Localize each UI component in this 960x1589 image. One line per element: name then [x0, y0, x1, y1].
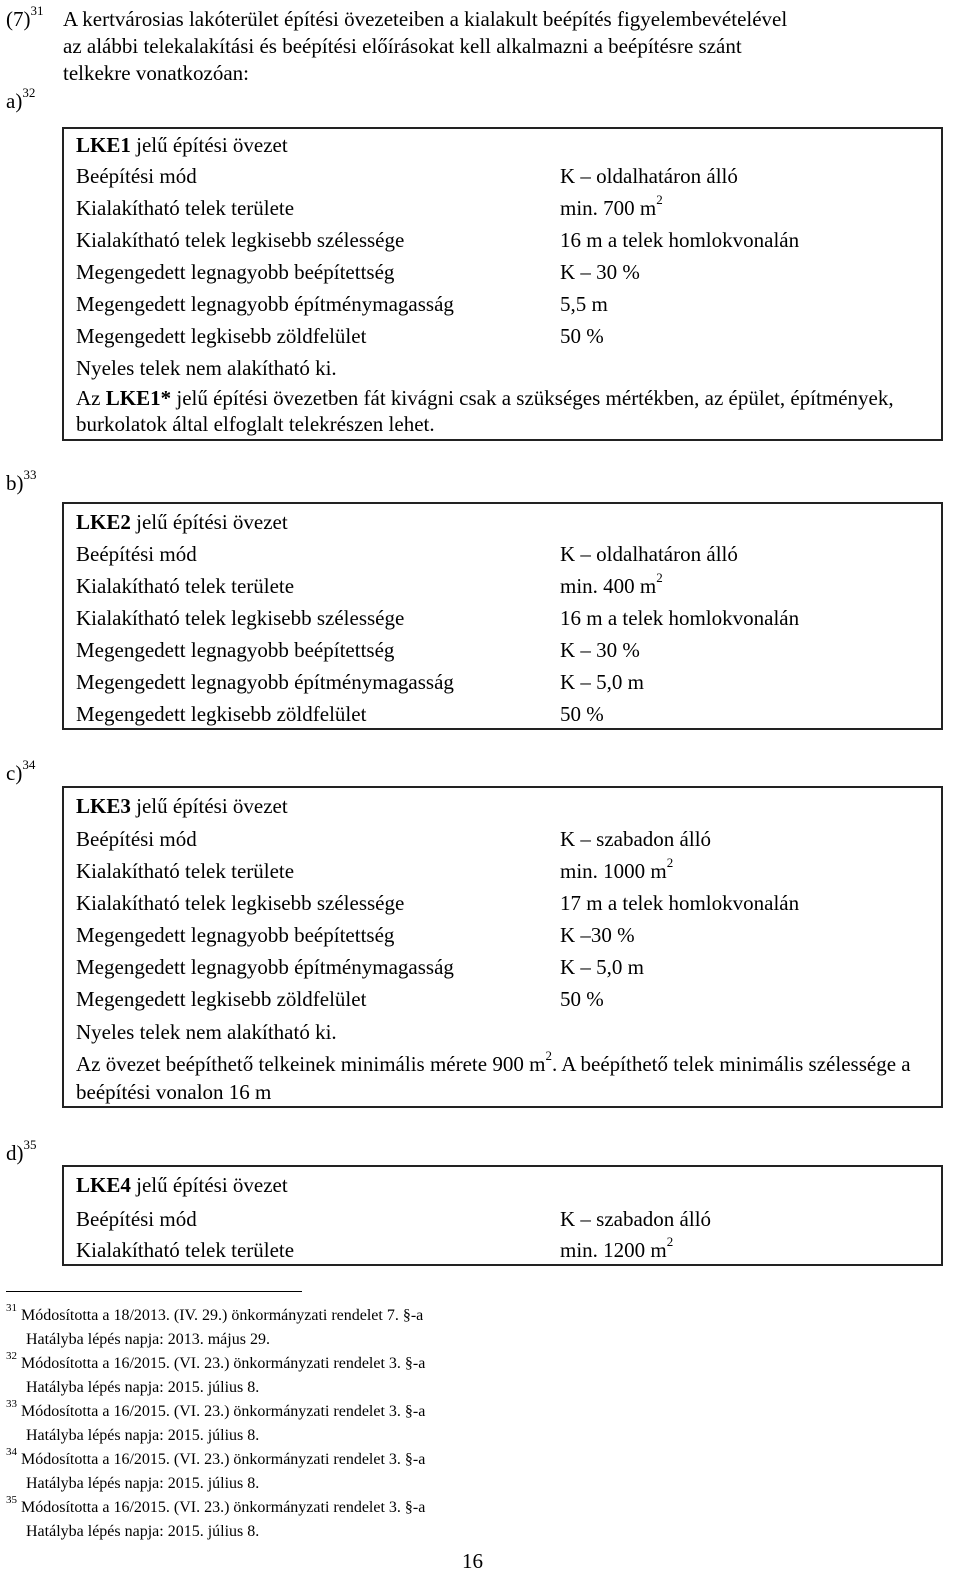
zone-title: LKE3 jelű építési övezet: [76, 794, 288, 818]
table-row: Megengedett legnagyobb beépítettség K – 30 %: [76, 638, 640, 662]
footnote-date: Hatályba lépés napja: 2015. július 8.: [26, 1379, 260, 1396]
intro-line-3: telkekre vonatkozóan:: [63, 61, 250, 85]
section-marker-c: c)$^{34}$: [6, 757, 36, 785]
section-marker-b: b)$^{33}$: [6, 467, 37, 495]
footnote: $^{32}$ Módosította a 16/2015. (VI. 23.) önkormányzati rendelet 3. §-a: [6, 1349, 426, 1372]
page-number: 16: [462, 1549, 483, 1573]
table-row: Megengedett legkisebb zöldfelület 50 %: [76, 324, 604, 348]
zone-title: LKE1 jelű építési övezet: [76, 133, 288, 157]
zone-table-lke1: [62, 127, 943, 441]
note-paragraph: Az övezet beépíthető telkeinek minimális mérete 900 $m^2$. A beépíthető telek minimális szélessége a beépítési vonalon 16 m: [76, 1048, 911, 1104]
footnote: $^{33}$ Módosította a 16/2015. (VI. 23.) önkormányzati rendelet 3. §-a: [6, 1397, 426, 1420]
table-row: Megengedett legnagyobb beépítettség K –30 %: [76, 923, 635, 947]
footnote: $^{31}$ Módosította a 18/2013. (IV. 29.) önkormányzati rendelet 7. §-a: [6, 1301, 424, 1324]
table-row: Kialakítható telek területe min. 1200 $m^2$: [76, 1234, 674, 1262]
footnote-date: Hatályba lépés napja: 2015. július 8.: [26, 1523, 260, 1540]
table-row: Beépítési mód K – oldalhatáron álló: [76, 542, 738, 566]
table-row: Megengedett legnagyobb építménymagasság 5,5 m: [76, 292, 608, 316]
footnote-date: Hatályba lépés napja: 2015. július 8.: [26, 1427, 260, 1444]
table-row: Megengedett legnagyobb építménymagasság K – 5,0 m: [76, 670, 644, 694]
table-row: Megengedett legkisebb zöldfelület 50 %: [76, 987, 604, 1011]
table-row: Kialakítható telek területe min. 400 $m^2$: [76, 570, 663, 598]
table-row: Kialakítható telek legkisebb szélessége 16 m a telek homlokvonalán: [76, 228, 800, 252]
section-marker-d: d)$^{35}$: [6, 1137, 37, 1165]
footnote-separator: [6, 1291, 302, 1292]
zone-table-lke2: [62, 502, 943, 730]
footnote-date: Hatályba lépés napja: 2015. július 8.: [26, 1475, 260, 1492]
intro-line-2: az alábbi telekalakítási és beépítési előírásokat kell alkalmazni a beépítésre szánt: [63, 34, 742, 58]
note-paragraph: Az LKE1* jelű építési övezetben fát kivágni csak a szükséges mértékben, az épület, építmények, burkolatok által elfoglalt telekrészen lehet.: [76, 386, 894, 436]
zone-title: LKE4 jelű építési övezet: [76, 1173, 288, 1197]
table-row: Beépítési mód K – oldalhatáron álló: [76, 164, 738, 188]
table-row: Beépítési mód K – szabadon álló: [76, 827, 712, 851]
section-marker-a: a)$^{32}$: [6, 85, 36, 113]
footnote: $^{34}$ Módosította a 16/2015. (VI. 23.) önkormányzati rendelet 3. §-a: [6, 1445, 426, 1468]
intro-line-1: A kertvárosias lakóterület építési övezeteiben a kialakult beépítés figyelembevételével: [63, 7, 788, 31]
table-row: Kialakítható telek területe min. 1000 $m^2$: [76, 855, 674, 883]
zone-table-lke3: [62, 786, 943, 1108]
zone-table-lke4: [62, 1165, 943, 1266]
footnote: $^{35}$ Módosította a 16/2015. (VI. 23.) önkormányzati rendelet 3. §-a: [6, 1493, 426, 1516]
paragraph-number: $(7)^{31}$: [6, 3, 44, 31]
table-row: Megengedett legnagyobb építménymagasság K – 5,0 m: [76, 955, 644, 979]
table-row: Kialakítható telek legkisebb szélessége 16 m a telek homlokvonalán: [76, 606, 800, 630]
table-row: Megengedett legkisebb zöldfelület 50 %: [76, 702, 604, 726]
note-text: Nyeles telek nem alakítható ki.: [76, 356, 337, 380]
note-text: Nyeles telek nem alakítható ki.: [76, 1020, 337, 1044]
table-row: Kialakítható telek területe min. 700 $m^2$: [76, 192, 663, 220]
table-row: Beépítési mód K – szabadon álló: [76, 1207, 712, 1231]
table-row: Kialakítható telek legkisebb szélessége 17 m a telek homlokvonalán: [76, 891, 800, 915]
table-row: Megengedett legnagyobb beépítettség K – 30 %: [76, 260, 640, 284]
zone-title: LKE2 jelű építési övezet: [76, 510, 288, 534]
footnote-date: Hatályba lépés napja: 2013. május 29.: [26, 1331, 270, 1348]
